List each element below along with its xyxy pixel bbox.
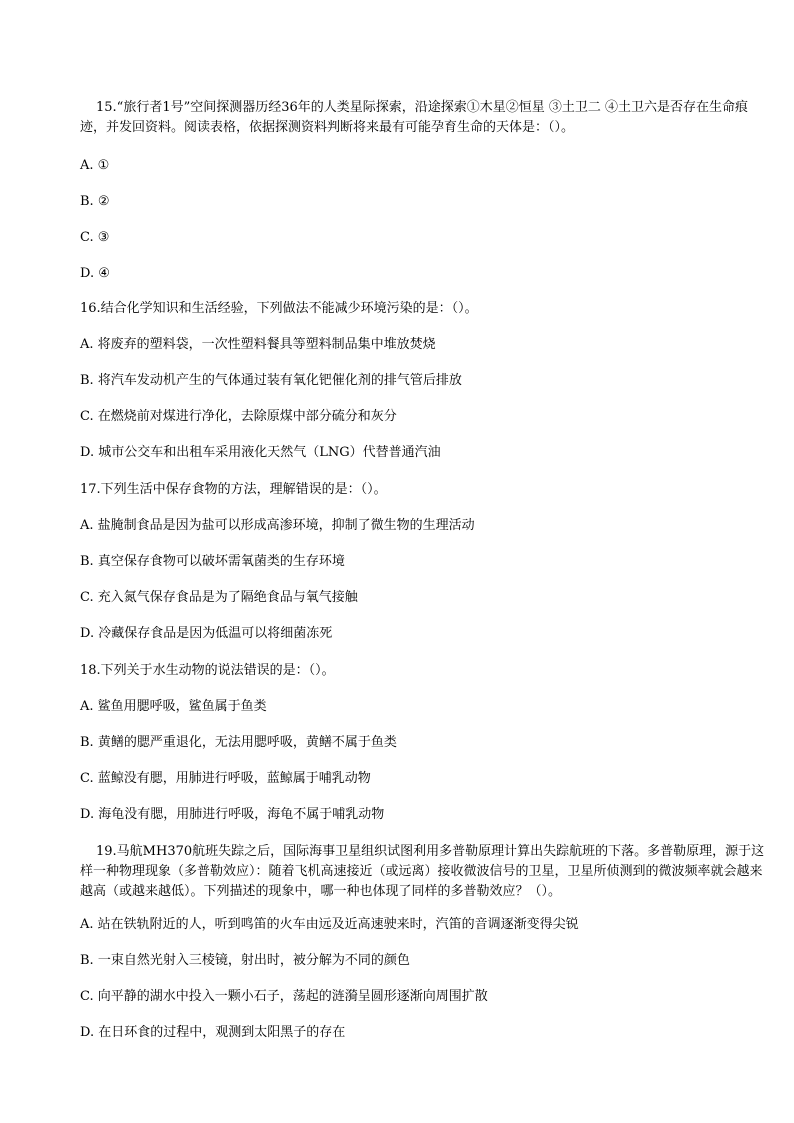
question-15-stem: 15.“旅行者1号”空间探测器历经36年的人类星际探索，沿途探索①木星②恒星 ③土卫二 ④土卫六是否存在生命痕迹，并发回资料。阅读表格，依据探测资料判断将来最有可能孕育生命的天体是：（）。 (80, 100, 749, 135)
question-15-option-c: C. ③ (80, 230, 110, 245)
question-17-option-a: A. 盐腌制食品是因为盐可以形成高渗环境，抑制了微生物的生理活动 (80, 518, 475, 533)
question-19-stem: 19.马航MH370航班失踪之后，国际海事卫星组织试图利用多普勒原理计算出失踪航班的下落。多普勒原理，源于这样一种物理现象（多普勒效应）：随着飞机高速接近（或远离）接收微波信号的卫星，卫星所侦测到的微波频率就会越来越高（或越来越低）。下列描述的现象中，哪一种也体现了同样的多普勒效应？（）。 (80, 844, 765, 899)
question-18-option-d: D. 海龟没有腮，用肺进行呼吸，海龟不属于哺乳动物 (80, 807, 385, 822)
question-18-option-c: C. 蓝鲸没有腮，用肺进行呼吸，蓝鲸属于哺乳动物 (80, 771, 371, 786)
question-15-option-d: D. ④ (80, 266, 110, 281)
question-16-option-d: D. 城市公交车和出租车采用液化天然气（LNG）代替普通汽油 (80, 445, 441, 460)
question-17-stem: 17.下列生活中保存食物的方法，理解错误的是：（）。 (80, 482, 387, 497)
question-18-stem: 18.下列关于水生动物的说法错误的是：（）。 (80, 663, 335, 678)
question-17-option-d: D. 冷藏保存食品是因为低温可以将细菌冻死 (80, 626, 333, 641)
question-19-option-b: B. 一束自然光射入三棱镜，射出时，被分解为不同的颜色 (80, 953, 410, 968)
question-16-option-a: A. 将废弃的塑料袋，一次性塑料餐具等塑料制品集中堆放焚烧 (80, 337, 436, 352)
question-16-option-b: B. 将汽车发动机产生的气体通过装有氧化钯催化剂的排气管后排放 (80, 373, 462, 388)
question-19-option-a: A. 站在铁轨附近的人，听到鸣笛的火车由远及近高速驶来时，汽笛的音调逐渐变得尖锐 (80, 917, 579, 932)
question-19-option-c: C. 向平静的湖水中投入一颗小石子，荡起的涟漪呈圆形逐渐向周围扩散 (80, 989, 488, 1004)
question-16-stem: 16.结合化学知识和生活经验，下列做法不能减少环境污染的是：（）。 (80, 301, 478, 316)
question-17-option-b: B. 真空保存食物可以破坏需氧菌类的生存环境 (80, 554, 345, 569)
question-19-option-d: D. 在日环食的过程中，观测到太阳黑子的存在 (80, 1025, 346, 1040)
question-18-option-a: A. 鲨鱼用腮呼吸，鲨鱼属于鱼类 (80, 699, 267, 714)
question-15-option-b: B. ② (80, 194, 110, 209)
question-18-option-b: B. 黄鳝的腮严重退化，无法用腮呼吸，黄鳝不属于鱼类 (80, 735, 397, 750)
question-16-option-c: C. 在燃烧前对煤进行净化，去除原煤中部分硫分和灰分 (80, 409, 397, 424)
question-17-option-c: C. 充入氮气保存食品是为了隔绝食品与氧气接触 (80, 590, 358, 605)
question-15-option-a: A. ① (80, 158, 110, 173)
